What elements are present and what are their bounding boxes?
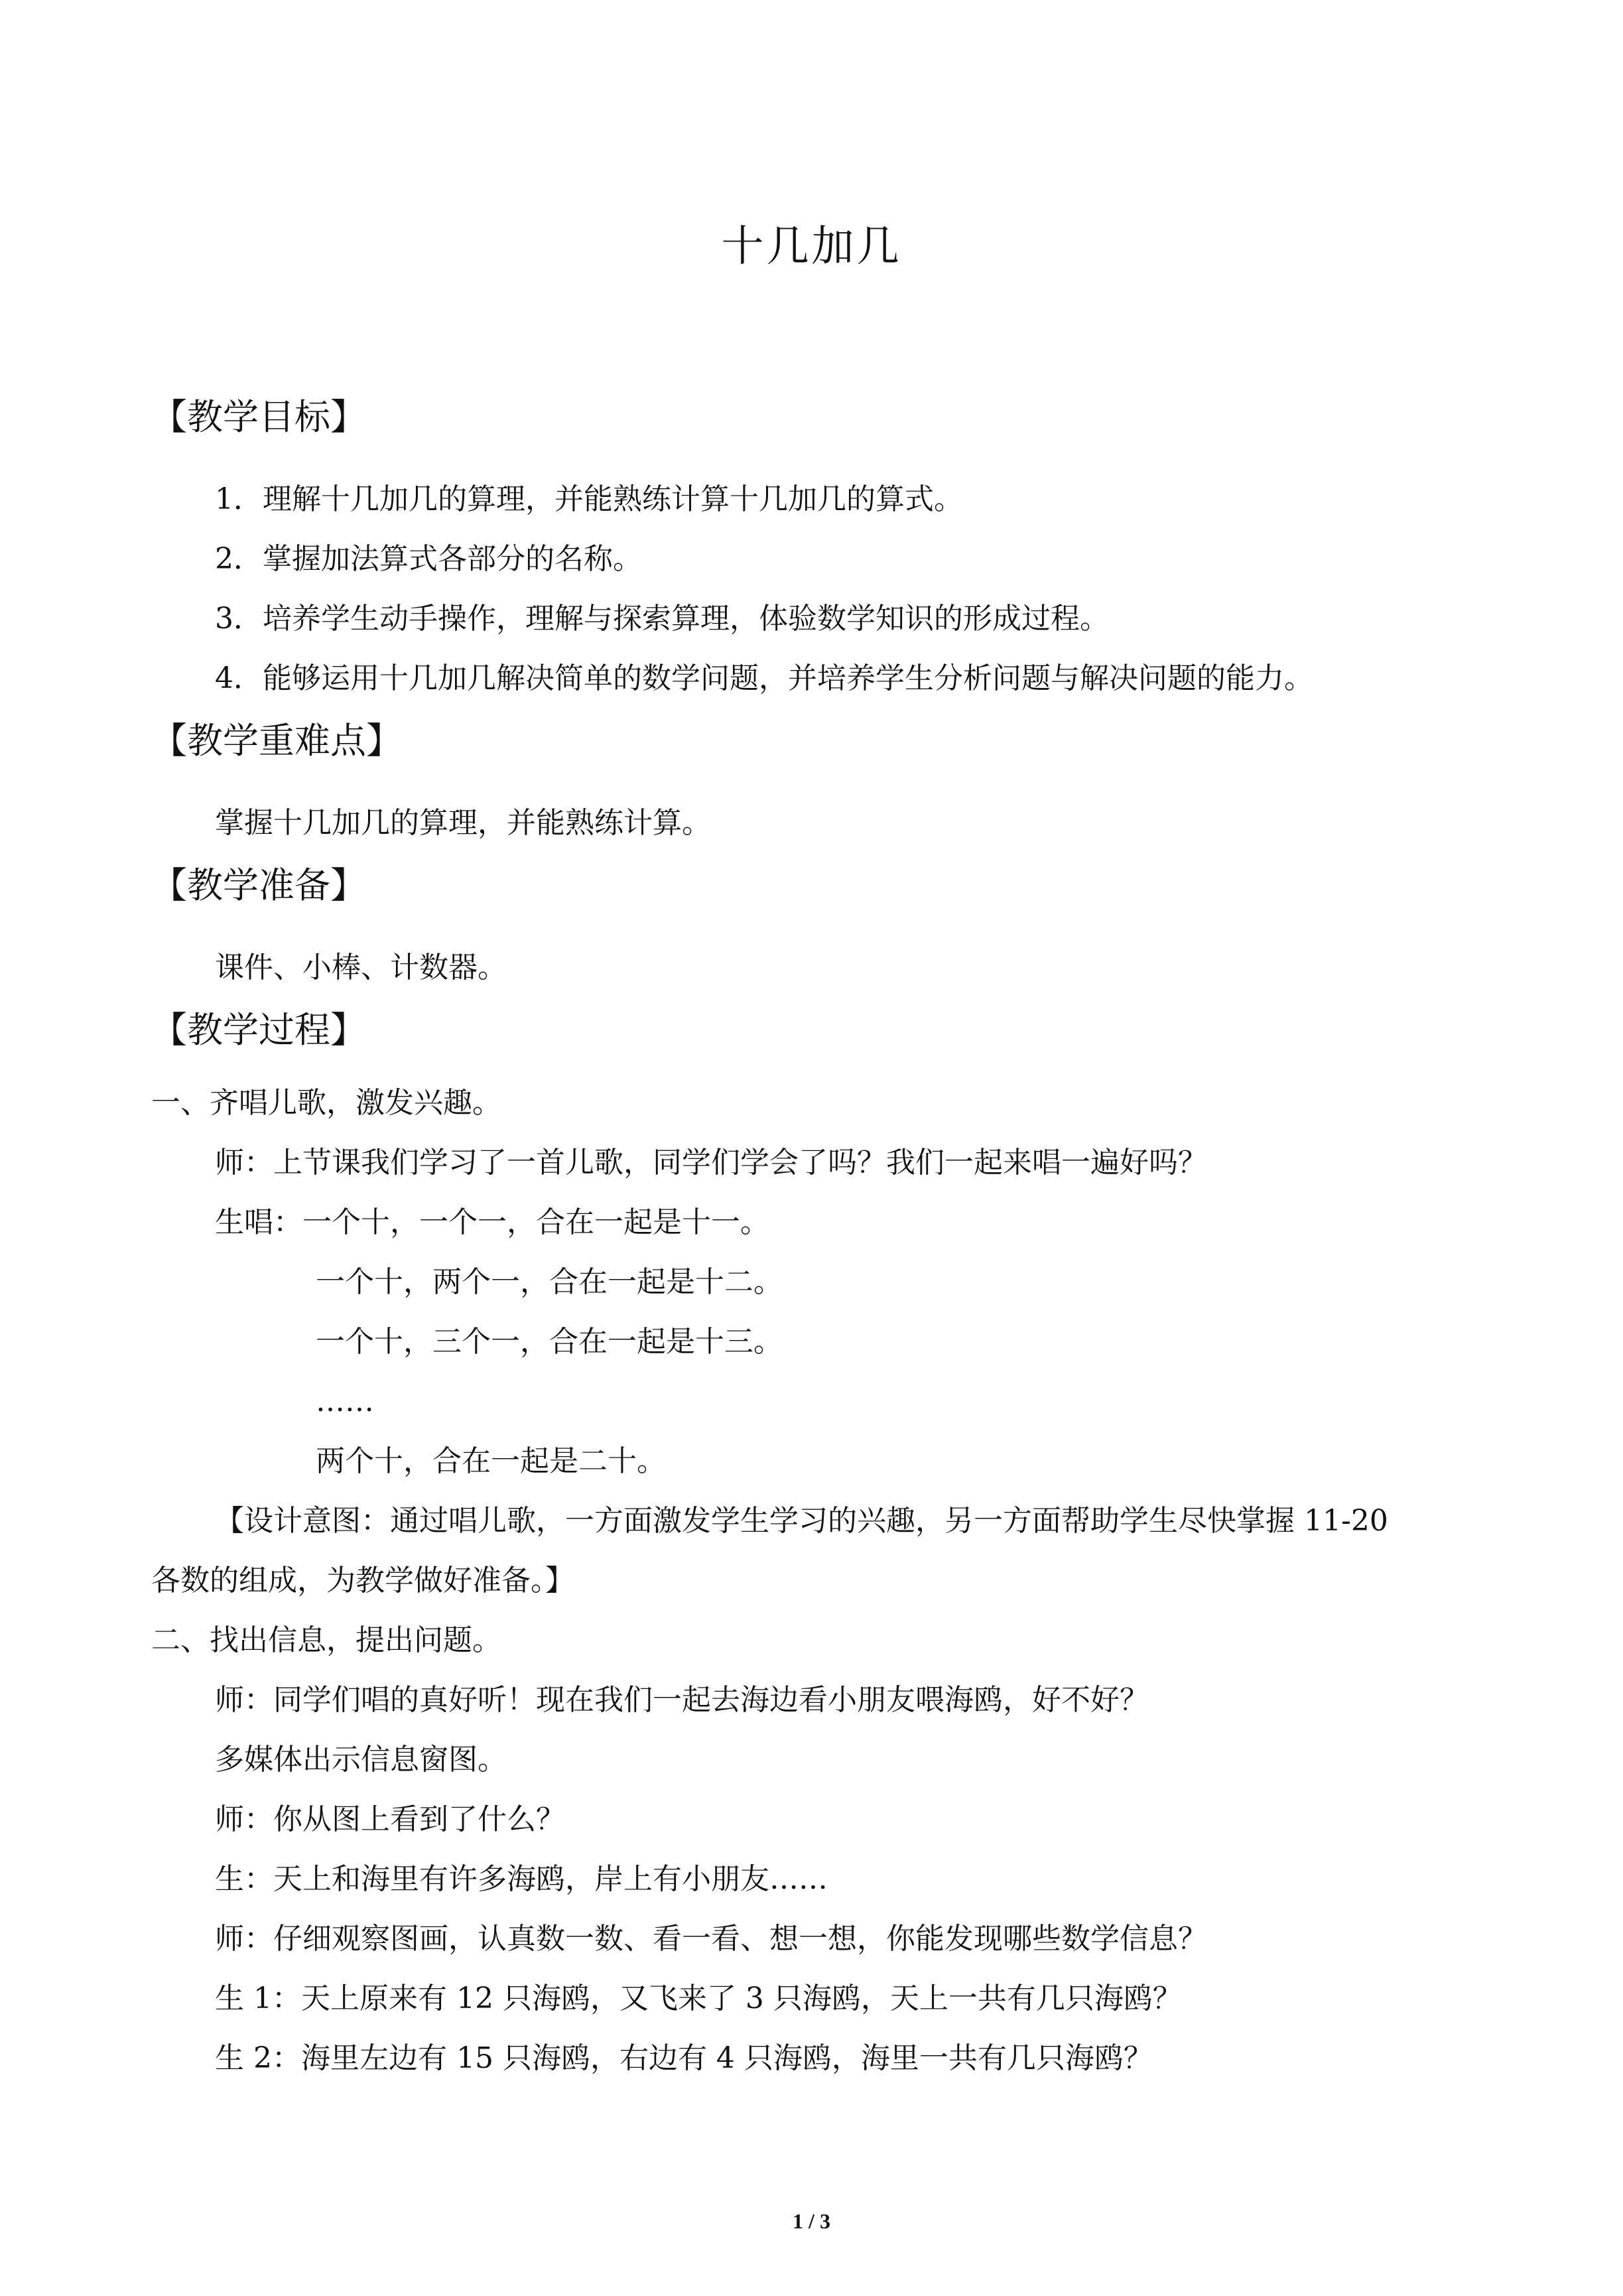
goal-item: 2．掌握加法算式各部分的名称。 [215, 542, 642, 576]
goal-item: 3．培养学生动手操作，理解与探索算理，体验数学知识的形成过程。 [215, 602, 1109, 636]
song-line: 两个十，合在一起是二十。 [316, 1444, 666, 1478]
section-heading-preparation: 【教学准备】 [151, 864, 366, 906]
song-intro: 生唱：一个十，一个一，合在一起是十一。 [215, 1205, 769, 1239]
section-heading-key-points: 【教学重难点】 [151, 720, 402, 762]
dialogue-line: 生 2：海里左边有 15 只海鸥，右边有 4 只海鸥，海里一共有几只海鸥？ [215, 2041, 1153, 2075]
process-part-title: 一、齐唱儿歌，激发兴趣。 [151, 1086, 501, 1120]
process-part-title: 二、找出信息，提出问题。 [151, 1623, 501, 1657]
song-line: 一个十，两个一，合在一起是十二。 [316, 1265, 783, 1299]
design-intent-line: 各数的组成，为教学做好准备。】 [151, 1564, 574, 1597]
dialogue-line: 生：天上和海里有许多海鸥，岸上有小朋友…… [215, 1862, 828, 1896]
preparation-text: 课件、小棒、计数器。 [215, 951, 507, 984]
dialogue-line: 师：你从图上看到了什么？ [215, 1802, 565, 1836]
dialogue-line: 生 1：天上原来有 12 只海鸥，又飞来了 3 只海鸥，天上一共有几只海鸥？ [215, 1982, 1182, 2015]
song-line: …… [316, 1384, 374, 1418]
key-points-text: 掌握十几加几的算理，并能熟练计算。 [215, 806, 711, 840]
document-body [151, 385, 1481, 2088]
goal-item: 1．理解十几加几的算理，并能熟练计算十几加几的算式。 [215, 482, 963, 516]
dialogue-line: 多媒体出示信息窗图。 [215, 1743, 507, 1777]
dialogue-line: 师：仔细观察图画，认真数一数、看一看、想一想，你能发现哪些数学信息？ [215, 1922, 1207, 1956]
goal-item: 4．能够运用十几加几解决简单的数学问题，并培养学生分析问题与解决问题的能力。 [215, 661, 1313, 695]
section-heading-goals: 【教学目标】 [151, 396, 366, 438]
song-line: 一个十，三个一，合在一起是十三。 [316, 1325, 783, 1359]
dialogue-line: 师：同学们唱的真好听！现在我们一起去海边看小朋友喂海鸥，好不好？ [215, 1683, 1149, 1717]
design-intent-line: 【设计意图：通过唱儿歌，一方面激发学生学习的兴趣，另一方面帮助学生尽快掌握 11-20 [215, 1504, 1388, 1538]
dialogue-line: 师：上节课我们学习了一首儿歌，同学们学会了吗？我们一起来唱一遍好吗？ [215, 1146, 1207, 1180]
section-heading-process: 【教学过程】 [151, 1009, 366, 1051]
document-title: 十几加几 [721, 222, 902, 271]
page-number: 1 / 3 [793, 2209, 830, 2233]
